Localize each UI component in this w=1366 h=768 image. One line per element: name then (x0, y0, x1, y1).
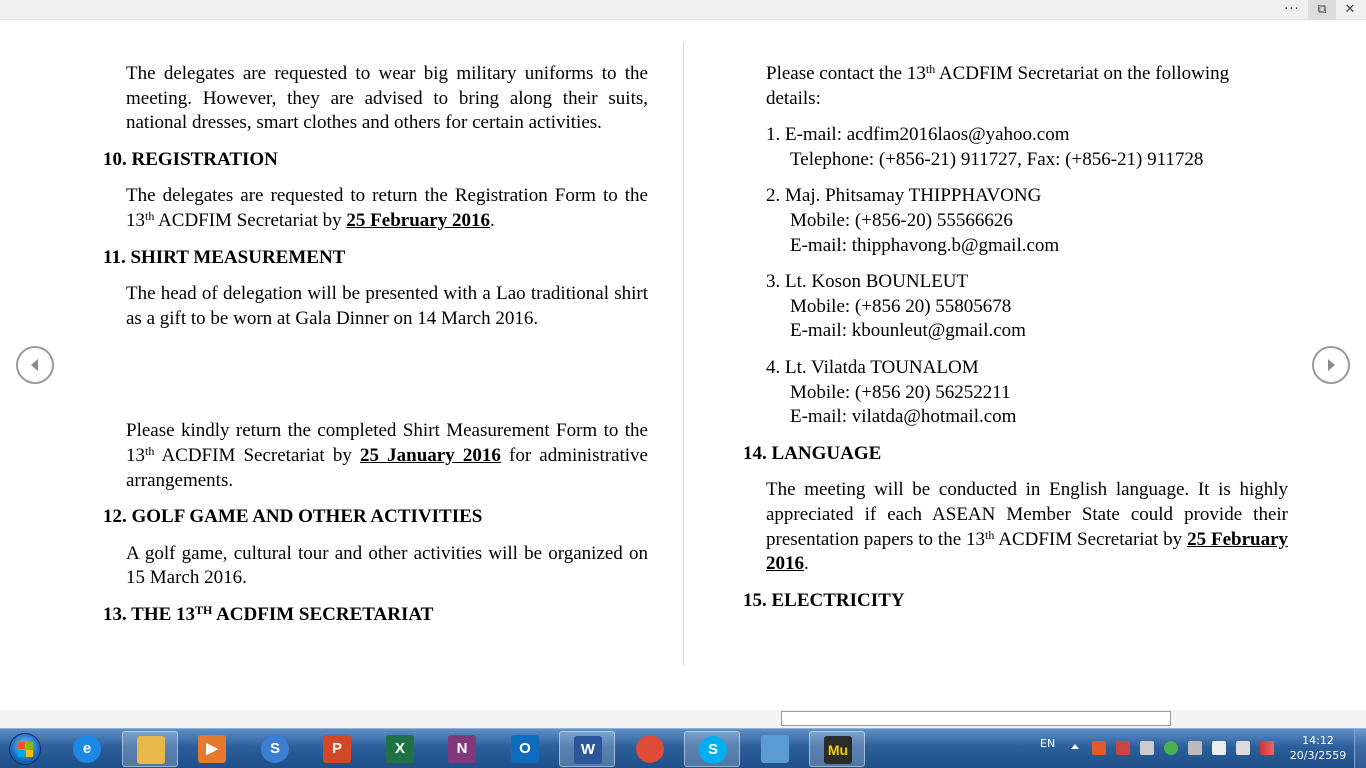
taskbar-file-explorer-button[interactable] (122, 731, 178, 767)
paragraph-shirt-return: Please kindly return the completed Shirt Measurement Form to the 13th ACDFIM Secretariat by 25 January 2016 for administrative arrangements. (126, 420, 648, 491)
heading-language: 14. LANGUAGE (743, 442, 882, 464)
input-language-indicator[interactable]: EN (1040, 737, 1056, 750)
restore-window-icon[interactable]: ⧉ (1308, 0, 1336, 20)
taskbar-powerpoint-button[interactable] (309, 731, 365, 767)
date-language: 25 February 2016 (766, 528, 1289, 575)
paragraph-golf-game: A golf game, cultural tour and other activities will be organized on 15 March 2016. (126, 542, 648, 589)
contact-line: 2. Maj. Phitsamay THIPPHAVONG (766, 185, 1042, 207)
contact-line: E-mail: kbounleut@gmail.com (790, 320, 1026, 342)
date-registration: 25 February 2016 (346, 209, 490, 231)
show-desktop-button[interactable] (1354, 729, 1366, 768)
taskbar-skype-button[interactable] (684, 731, 740, 767)
outlook-icon: O (511, 735, 539, 763)
file-explorer-icon (137, 736, 165, 764)
taskbar-excel-button[interactable] (372, 731, 428, 767)
contact-line: 4. Lt. Vilatda TOUNALOM (766, 356, 979, 378)
contact-line: Mobile: (+856 20) 56252211 (790, 381, 1011, 403)
people-icon (761, 735, 789, 763)
clock-time: 14:12 (1302, 734, 1334, 747)
right-page-column (743, 62, 1288, 625)
windows-logo-icon (9, 733, 41, 765)
browser-s-icon: S (261, 735, 289, 763)
tools-icon[interactable] (1140, 741, 1154, 755)
paragraph-language: The meeting will be conducted in English language. It is highly appreciated if each ASEAN Member State could provide their presentation papers to the 13th ACDFIM Secretariat by 25 February 2016. (766, 479, 1289, 575)
contact-line: Mobile: (+856-20) 55566626 (790, 209, 1013, 231)
taskbar-people-button[interactable] (747, 731, 803, 767)
powerpoint-icon: P (323, 735, 351, 763)
contact-line: Telephone: (+856-21) 911727, Fax: (+856-21) 911728 (790, 148, 1204, 170)
contact-line: 3. Lt. Koson BOUNLEUT (766, 271, 969, 293)
taskbar-outlook-button[interactable] (497, 731, 553, 767)
adobe-muse-icon: Mu (824, 736, 852, 764)
contact-line: E-mail: vilatda@hotmail.com (790, 406, 1017, 428)
taskbar-media-player-button[interactable] (184, 731, 240, 767)
taskbar (0, 728, 1366, 768)
network-signal-icon[interactable] (1260, 741, 1274, 755)
system-clock[interactable] (1288, 733, 1348, 763)
taskbar-browser-s-button[interactable] (247, 731, 303, 767)
word-icon: W (574, 736, 602, 764)
heading-registration: 10. REGISTRATION (103, 148, 278, 170)
device-icon[interactable] (1188, 741, 1202, 755)
volume-muted-icon[interactable] (1236, 741, 1250, 755)
contact-item (766, 123, 1288, 172)
taskbar-word-button[interactable] (559, 731, 615, 767)
contact-item (766, 184, 1288, 258)
update-icon[interactable] (1164, 741, 1178, 755)
clipboard-icon[interactable] (1212, 741, 1226, 755)
contact-line: E-mail: thipphavong.b@gmail.com (790, 234, 1060, 256)
date-shirt-return: 25 January 2016 (360, 444, 501, 466)
chrome-icon (636, 735, 664, 763)
start-button[interactable] (3, 731, 47, 767)
taskbar-chrome-button[interactable] (622, 731, 678, 767)
onenote-icon: N (448, 735, 476, 763)
contact-item (766, 356, 1288, 430)
contact-line: Mobile: (+856 20) 55805678 (790, 295, 1012, 317)
taskbar-internet-explorer-button[interactable] (59, 731, 115, 767)
excel-icon: X (386, 735, 414, 763)
media-player-icon: ▶ (198, 735, 226, 763)
paragraph-contact-intro: Please contact the 13th ACDFIM Secretariat on the following details: (766, 62, 1230, 109)
internet-explorer-icon: e (73, 735, 101, 763)
heading-golf-game: 12. GOLF GAME AND OTHER ACTIVITIES (103, 506, 483, 528)
page-scroll-indicator[interactable] (781, 711, 1171, 726)
next-page-button[interactable] (1312, 346, 1350, 384)
column-divider (683, 42, 684, 665)
show-hidden-icons-icon[interactable] (1071, 744, 1079, 749)
taskbar-adobe-muse-button[interactable] (809, 731, 865, 767)
security-icon[interactable] (1116, 741, 1130, 755)
previous-page-button[interactable] (16, 346, 54, 384)
flag-alert-icon[interactable] (1092, 741, 1106, 755)
taskbar-onenote-button[interactable] (434, 731, 490, 767)
left-page-column (103, 62, 648, 640)
contact-item (766, 270, 1288, 344)
chevron-left-icon (28, 358, 42, 372)
heading-electricity: 15. ELECTRICITY (743, 589, 905, 611)
paragraph-registration: The delegates are requested to return the Registration Form to the 13th ACDFIM Secretariat by 25 February 2016. (126, 185, 648, 231)
chevron-right-icon (1324, 358, 1338, 372)
more-options-icon[interactable]: ··· (1284, 2, 1300, 17)
paragraph-dress-code: The delegates are requested to wear big military uniforms to the meeting. However, they are advised to bring along their suits, national dresses, smart clothes and others for certain activities. (126, 63, 648, 134)
close-window-icon[interactable]: ✕ (1344, 2, 1356, 17)
blank-space (103, 331, 648, 419)
heading-shirt-measurement: 11. SHIRT MEASUREMENT (103, 246, 346, 268)
skype-icon: S (699, 736, 727, 764)
contact-line: 1. E-mail: acdfim2016laos@yahoo.com (766, 124, 1070, 146)
window-title-bar (0, 0, 1366, 20)
paragraph-shirt-gift: The head of delegation will be presented with a Lao traditional shirt as a gift to be worn at Gala Dinner on 14 March 2016. (126, 283, 648, 329)
clock-date: 20/3/2559 (1289, 749, 1347, 762)
heading-secretariat: 13. THE 13TH ACDFIM SECRETARIAT (103, 602, 434, 625)
